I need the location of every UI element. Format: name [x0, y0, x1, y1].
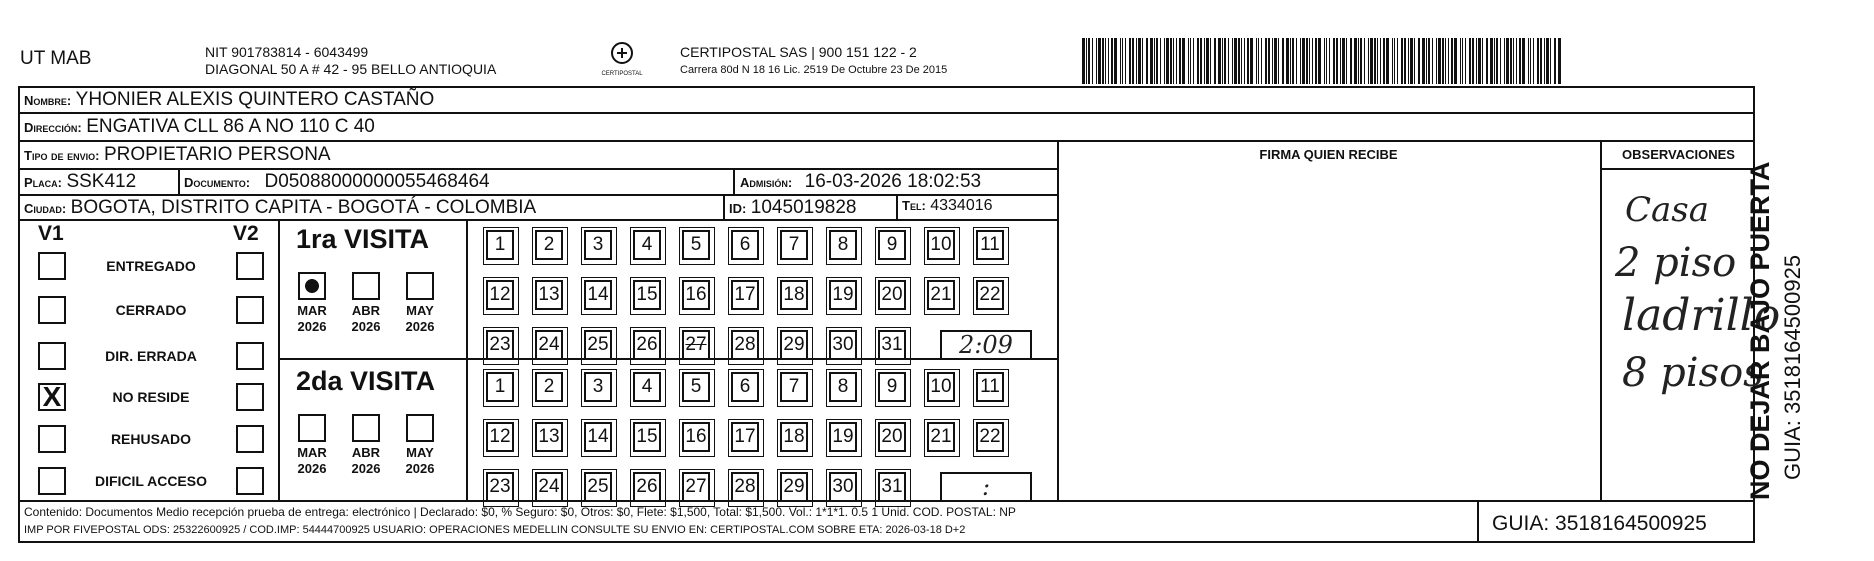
first-day-1[interactable]: 1 — [486, 230, 514, 260]
documento-value: D05088000000055468464 — [264, 171, 490, 192]
second-day-28[interactable]: 28 — [731, 472, 759, 502]
v1-checkbox[interactable] — [38, 383, 66, 411]
second-day-26[interactable]: 26 — [633, 472, 661, 502]
v2-checkbox[interactable] — [236, 252, 264, 280]
footer-line-2: IMP POR FIVEPOSTAL ODS: 25322600925 / COD.IMP: 54444700925 USUARIO: OPERACIONES MEDELLIN CONSULTE SU ENVIO EN: CERTIPOSTAL.COM SOBRE ETA: 2026-03-18 D+2 — [24, 524, 966, 536]
tel-label: Tel: — [902, 198, 926, 213]
v2-checkbox[interactable] — [236, 467, 264, 495]
first-day-5[interactable]: 5 — [682, 230, 710, 260]
check-mark-icon: X — [42, 381, 62, 412]
first-month-label: MAY — [406, 303, 434, 318]
second-day-1[interactable]: 1 — [486, 372, 514, 402]
first-day-23[interactable]: 23 — [486, 330, 514, 360]
second-day-20[interactable]: 20 — [878, 422, 906, 452]
first-month-box-may[interactable] — [406, 272, 434, 300]
second-month-label: MAY — [406, 445, 434, 460]
second-day-19[interactable]: 19 — [829, 422, 857, 452]
second-day-2[interactable]: 2 — [535, 372, 563, 402]
guia-box: GUIA: 3518164500925 — [1492, 512, 1707, 535]
no-dejar-bajo-puerta: NO DEJAR BAJO PUERTA — [1745, 161, 1775, 500]
documento-label: Documento: — [184, 175, 251, 190]
second-day-12[interactable]: 12 — [486, 422, 514, 452]
second-day-22[interactable]: 22 — [976, 422, 1004, 452]
first-day-7[interactable]: 7 — [780, 230, 808, 260]
nombre-label: Nombre: — [24, 93, 72, 108]
status-label: REHUSADO — [110, 431, 192, 447]
second-visit-title: 2da VISITA — [296, 366, 436, 396]
second-month-label: ABR — [351, 445, 381, 460]
direccion-value: ENGATIVA CLL 86 A NO 110 C 40 — [86, 116, 375, 137]
v1-checkbox[interactable] — [38, 425, 66, 453]
second-day-9[interactable]: 9 — [878, 372, 906, 402]
first-day-30[interactable]: 30 — [829, 330, 857, 360]
first-day-27[interactable]: 27 — [682, 330, 710, 360]
first-day-13[interactable]: 13 — [535, 280, 563, 310]
second-day-10[interactable]: 10 — [927, 372, 955, 402]
second-day-15[interactable]: 15 — [633, 422, 661, 452]
v1-label: V1 — [38, 222, 64, 245]
second-day-3[interactable]: 3 — [584, 372, 612, 402]
second-day-8[interactable]: 8 — [829, 372, 857, 402]
company-sub: Carrera 80d N 18 16 Lic. 2519 De Octubre 23 De 2015 — [680, 64, 948, 76]
v1-checkbox[interactable] — [38, 252, 66, 280]
second-day-16[interactable]: 16 — [682, 422, 710, 452]
v1-checkbox[interactable] — [38, 296, 66, 324]
first-day-21[interactable]: 21 — [927, 280, 955, 310]
v2-checkbox[interactable] — [236, 342, 264, 370]
first-day-4[interactable]: 4 — [633, 230, 661, 260]
observaciones-label: OBSERVACIONES — [1622, 147, 1735, 162]
barcode — [1082, 38, 1582, 84]
status-label: DIR. ERRADA — [105, 348, 197, 364]
first-day-12[interactable]: 12 — [486, 280, 514, 310]
company-line: CERTIPOSTAL SAS | 900 151 122 - 2 — [680, 44, 917, 60]
obs-handwriting-1: Casa — [1625, 190, 1710, 230]
first-day-2[interactable]: 2 — [535, 230, 563, 260]
second-month-box-abr[interactable] — [352, 414, 380, 442]
first-day-15[interactable]: 15 — [633, 280, 661, 310]
second-year-label: 2026 — [405, 461, 435, 476]
second-time-box[interactable]: : — [940, 472, 1032, 502]
id-label: ID: — [729, 201, 747, 216]
second-day-6[interactable]: 6 — [731, 372, 759, 402]
first-day-29[interactable]: 29 — [780, 330, 808, 360]
v1-checkbox[interactable] — [38, 342, 66, 370]
logo-text: CERTIPOSTAL — [601, 71, 643, 77]
first-day-11[interactable]: 11 — [976, 230, 1004, 260]
admision-value: 16-03-2026 18:02:53 — [804, 171, 982, 192]
second-day-5[interactable]: 5 — [682, 372, 710, 402]
v2-label: V2 — [233, 222, 259, 245]
first-month-box-mar[interactable] — [298, 272, 326, 300]
certipostal-logo — [592, 40, 652, 80]
v2-checkbox[interactable] — [236, 425, 264, 453]
first-month-label: MAR — [297, 303, 327, 318]
ciudad-value: BOGOTA, DISTRITO CAPITA - BOGOTÁ - COLOMBIA — [70, 197, 537, 218]
sender-name: UT MAB — [20, 48, 92, 69]
second-year-label: 2026 — [351, 461, 381, 476]
v1-checkbox[interactable] — [38, 467, 66, 495]
obs-handwriting-3: ladrillo — [1622, 290, 1781, 341]
second-day-14[interactable]: 14 — [584, 422, 612, 452]
firma-label: FIRMA QUIEN RECIBE — [1259, 147, 1398, 162]
first-day-31[interactable]: 31 — [878, 330, 906, 360]
first-day-18[interactable]: 18 — [780, 280, 808, 310]
footer-line-1: Contenido: Documentos Medio recepción prueba de entrega: electrónico | Declarado: $0, % Seguro: $0, Otros: $0, Flete: $1,500, Total: $1,500. Vol.: 1*1*1. 0.5 1 Unid. COD. POSTAL: NP — [24, 505, 1016, 519]
second-day-4[interactable]: 4 — [633, 372, 661, 402]
first-day-24[interactable]: 24 — [535, 330, 563, 360]
first-day-28[interactable]: 28 — [731, 330, 759, 360]
first-day-26[interactable]: 26 — [633, 330, 661, 360]
id-value: 1045019828 — [750, 197, 857, 218]
placa-value: SSK412 — [66, 171, 137, 192]
v2-checkbox[interactable] — [236, 383, 264, 411]
first-day-19[interactable]: 19 — [829, 280, 857, 310]
second-day-31[interactable]: 31 — [878, 472, 906, 502]
first-year-label: 2026 — [297, 319, 327, 334]
second-day-25[interactable]: 25 — [584, 472, 612, 502]
second-month-box-mar[interactable] — [298, 414, 326, 442]
first-day-25[interactable]: 25 — [584, 330, 612, 360]
second-day-24[interactable]: 24 — [535, 472, 563, 502]
second-day-21[interactable]: 21 — [927, 422, 955, 452]
nombre-value: YHONIER ALEXIS QUINTERO CASTAÑO — [75, 89, 435, 110]
second-day-17[interactable]: 17 — [731, 422, 759, 452]
first-day-16[interactable]: 16 — [682, 280, 710, 310]
tel-value: 4334016 — [930, 197, 993, 214]
first-day-6[interactable]: 6 — [731, 230, 759, 260]
first-day-17[interactable]: 17 — [731, 280, 759, 310]
second-month-box-may[interactable] — [406, 414, 434, 442]
second-day-27[interactable]: 27 — [682, 472, 710, 502]
status-label: ENTREGADO — [106, 258, 196, 274]
admision-label: Admisión: — [740, 175, 793, 190]
v2-checkbox[interactable] — [236, 296, 264, 324]
first-day-10[interactable]: 10 — [927, 230, 955, 260]
second-day-23[interactable]: 23 — [486, 472, 514, 502]
tipo-value: PROPIETARIO PERSONA — [103, 144, 331, 165]
side-guia: GUIA: 3518164500925 — [1780, 254, 1805, 480]
placa-label: Placa: — [24, 175, 62, 190]
second-day-13[interactable]: 13 — [535, 422, 563, 452]
first-day-20[interactable]: 20 — [878, 280, 906, 310]
first-day-14[interactable]: 14 — [584, 280, 612, 310]
second-day-29[interactable]: 29 — [780, 472, 808, 502]
obs-handwriting-4: 8 pisos — [1622, 350, 1764, 396]
ciudad-label: Ciudad: — [24, 201, 67, 216]
direccion-label: Dirección: — [24, 120, 82, 135]
first-time-box[interactable]: 2:09 — [940, 330, 1032, 360]
tipo-label: Tipo de envio: — [24, 148, 100, 163]
first-day-9[interactable]: 9 — [878, 230, 906, 260]
second-month-label: MAR — [297, 445, 327, 460]
first-day-3[interactable]: 3 — [584, 230, 612, 260]
first-day-8[interactable]: 8 — [829, 230, 857, 260]
second-day-11[interactable]: 11 — [976, 372, 1004, 402]
first-year-label: 2026 — [351, 319, 381, 334]
first-month-label: ABR — [351, 303, 381, 318]
status-label: CERRADO — [115, 302, 187, 318]
first-visit-title: 1ra VISITA — [296, 224, 430, 254]
sender-address: DIAGONAL 50 A # 42 - 95 BELLO ANTIOQUIA — [205, 61, 497, 77]
second-day-18[interactable]: 18 — [780, 422, 808, 452]
second-day-7[interactable]: 7 — [780, 372, 808, 402]
first-day-22[interactable]: 22 — [976, 280, 1004, 310]
first-month-box-abr[interactable] — [352, 272, 380, 300]
first-year-label: 2026 — [405, 319, 435, 334]
second-year-label: 2026 — [297, 461, 327, 476]
status-label: NO RESIDE — [112, 389, 190, 405]
status-label: DIFICIL ACCESO — [94, 473, 207, 489]
nit-line: NIT 901783814 - 6043499 — [205, 44, 369, 60]
second-day-30[interactable]: 30 — [829, 472, 857, 502]
obs-handwriting-2: 2 piso — [1615, 240, 1737, 286]
